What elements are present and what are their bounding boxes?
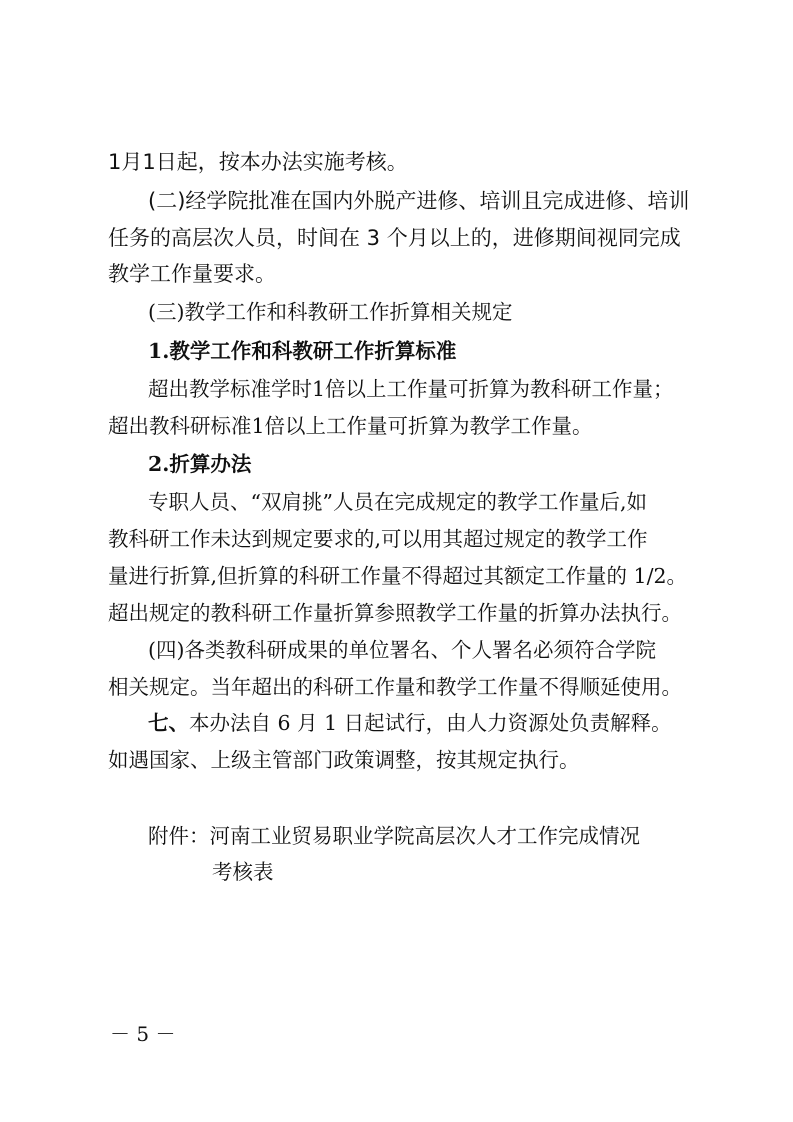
paragraph-line: 相关规定。当年超出的科研工作量和教学工作量不得顺延使用。 [108,675,682,699]
paragraph-line: 超出教科研标准1倍以上工作量可折算为教学工作量。 [108,414,593,438]
paragraph-line: 教学工作量要求。 [108,262,276,286]
attachment-line: 考核表 [212,860,274,884]
paragraph-line: 教科研工作未达到规定要求的,可以用其超过规定的教学工作 [108,527,648,551]
paragraph-line: 量进行折算,但折算的科研工作量不得超过其额定工作量的 1/2。 [108,564,688,588]
section-heading: (三)教学工作和科教研工作折算相关规定 [148,300,513,324]
paragraph-line: 任务的高层次人员，时间在 3 个月以上的，进修期间视同完成 [108,226,681,250]
paragraph-line: 超出规定的教科研工作量折算参照教学工作量的折算办法执行。 [108,601,682,625]
subsection-heading: 2.折算办法 [148,452,252,476]
paragraph-line: 如遇国家、上级主管部门政策调整，按其规定执行。 [108,748,580,772]
paragraph-line: (二)经学院批准在国内外脱产进修、培训且完成进修、培训 [148,189,690,213]
paragraph-line [148,708,672,738]
article-number: 七、 [148,711,189,735]
paragraph-line: 1月1日起，按本办法实施考核。 [108,150,408,174]
page-number: － 5 － [110,1022,176,1046]
paragraph-line: 超出教学标准学时1倍以上工作量可折算为教科研工作量； [148,377,674,401]
paragraph-line: 专职人员、“双肩挑”人员在完成规定的教学工作量后,如 [148,490,647,514]
paragraph-text: 本办法自 6 月 1 日起试行，由人力资源处负责解释。 [189,711,672,735]
attachment-line: 附件：河南工业贸易职业学院高层次人才工作完成情况 [148,824,640,848]
paragraph-line: (四)各类教科研成果的单位署名、个人署名必须符合学院 [148,638,656,662]
subsection-heading: 1.教学工作和科教研工作折算标准 [148,339,457,363]
